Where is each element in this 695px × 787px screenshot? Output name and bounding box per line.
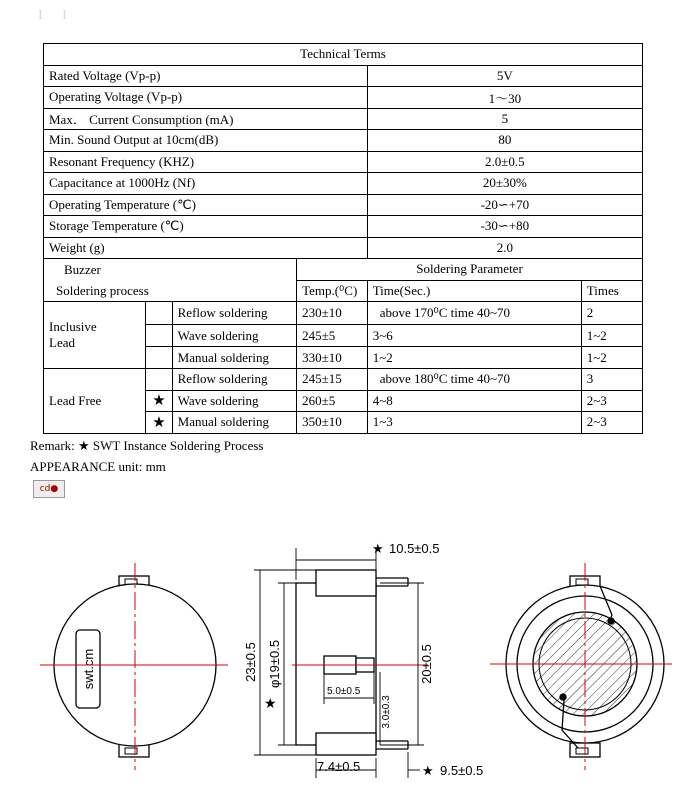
times: 2~3 bbox=[581, 412, 642, 434]
temp: 245±5 bbox=[297, 325, 368, 347]
method: Wave soldering bbox=[172, 325, 296, 347]
spec-label: Weight (g) bbox=[44, 237, 368, 259]
spec-value: 5V bbox=[367, 65, 642, 87]
dim-bottom-left-label: 7.4±0.5 bbox=[317, 759, 361, 774]
side-bottom-tab bbox=[316, 733, 376, 755]
spec-value: 2.0 bbox=[367, 237, 642, 259]
spec-value: 20±30% bbox=[367, 173, 642, 195]
star-icon: ★ bbox=[264, 695, 277, 711]
star-icon: ★ bbox=[146, 390, 172, 412]
star-icon: ★ bbox=[146, 412, 172, 434]
table-title: Technical Terms bbox=[44, 44, 643, 66]
solder-point bbox=[560, 694, 566, 700]
spec-value: 2.0±0.5 bbox=[367, 151, 642, 173]
time: 3~6 bbox=[367, 325, 581, 347]
faint-header-marks: I I bbox=[38, 8, 75, 23]
col-time-header: Time(Sec.) bbox=[367, 280, 581, 302]
spec-label: Max． Current Consumption (mA) bbox=[44, 108, 368, 130]
time: above 170⁰C time 40~70 bbox=[367, 302, 581, 325]
spec-value: 1～30 bbox=[367, 87, 642, 109]
temp: 245±15 bbox=[297, 369, 368, 391]
col-times-header: Times bbox=[581, 280, 642, 302]
dim-pin-len-label: 3.0±0.3 bbox=[381, 695, 392, 729]
method: Reflow soldering bbox=[172, 302, 296, 325]
dim-top-label: 10.5±0.5 bbox=[389, 541, 440, 556]
times: 2 bbox=[581, 302, 642, 325]
dim-inner-height-label: 20±0.5 bbox=[419, 644, 434, 684]
dim-diameter-label: φ19±0.5 bbox=[267, 639, 282, 689]
inclusive-label-1: Inclusive bbox=[49, 319, 97, 334]
temp: 350±10 bbox=[297, 412, 368, 434]
param-header: Soldering Parameter bbox=[297, 259, 643, 281]
method: Manual soldering bbox=[172, 412, 296, 434]
times: 1~2 bbox=[581, 325, 642, 347]
spec-label: Operating Temperature (℃) bbox=[44, 194, 368, 216]
temp: 230±10 bbox=[297, 302, 368, 325]
spec-label: Rated Voltage (Vp-p) bbox=[44, 65, 368, 87]
spec-value: 5 bbox=[367, 108, 642, 130]
time: 4~8 bbox=[367, 390, 581, 412]
dim-pin-spacing-label: 5.0±0.5 bbox=[327, 686, 361, 697]
spec-label: Operating Voltage (Vp-p) bbox=[44, 87, 368, 109]
spec-value: -20∽+70 bbox=[367, 194, 642, 216]
dim-bottom-right-label: 9.5±0.5 bbox=[440, 763, 484, 778]
col-temp-header: Temp.(⁰C) bbox=[297, 280, 368, 302]
method: Wave soldering bbox=[172, 390, 296, 412]
spec-label: Capacitance at 1000Hz (Nf) bbox=[44, 173, 368, 195]
spec-value: -30∽+80 bbox=[367, 216, 642, 238]
process-header-line1: Buzzer bbox=[44, 259, 297, 281]
time: 1~2 bbox=[367, 347, 581, 369]
time: 1~3 bbox=[367, 412, 581, 434]
temp: 330±10 bbox=[297, 347, 368, 369]
process-header-line2: Soldering process bbox=[44, 280, 297, 302]
spec-label: Min. Sound Output at 10cm(dB) bbox=[44, 130, 368, 152]
remark-text: Remark: ★ SWT Instance Soldering Process bbox=[30, 438, 264, 453]
star-icon: ★ bbox=[422, 763, 434, 778]
spec-label: Storage Temperature (℃) bbox=[44, 216, 368, 238]
lead-free-label: Lead Free bbox=[44, 369, 146, 434]
side-top-tab bbox=[316, 570, 376, 596]
times: 1~2 bbox=[581, 347, 642, 369]
star-icon: ★ bbox=[372, 541, 384, 556]
logo-text: swt.cm bbox=[81, 648, 96, 690]
solder-point bbox=[608, 618, 614, 624]
spec-label: Resonant Frequency (KHZ) bbox=[44, 151, 368, 173]
spec-value: 80 bbox=[367, 130, 642, 152]
inclusive-label-2: Lead bbox=[49, 335, 75, 350]
appearance-heading: APPEARANCE unit: mm bbox=[30, 459, 166, 474]
time: above 180⁰C time 40~70 bbox=[367, 369, 581, 391]
method: Reflow soldering bbox=[172, 369, 296, 391]
method: Manual soldering bbox=[172, 347, 296, 369]
times: 2~3 bbox=[581, 390, 642, 412]
embedded-object-icon: cd● bbox=[33, 480, 65, 498]
temp: 260±5 bbox=[297, 390, 368, 412]
times: 3 bbox=[581, 369, 642, 391]
dim-height-label: 23±0.5 bbox=[243, 642, 258, 682]
